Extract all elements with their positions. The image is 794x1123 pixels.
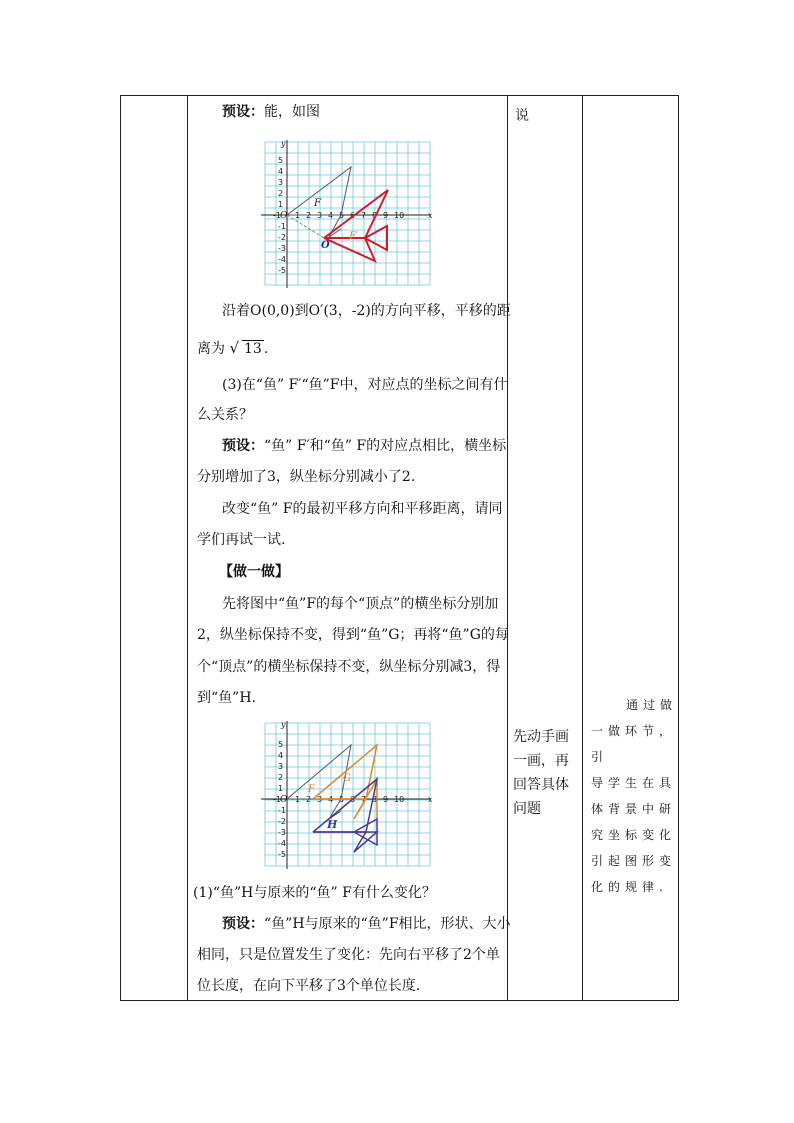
task-line-1: 先将图中“鱼”F的每个“顶点”的横坐标分别加 (222, 596, 499, 612)
y-tick-label: -1 (278, 806, 286, 815)
column-divider-2 (507, 96, 508, 1000)
figure-translation-gh (261, 719, 433, 869)
y-tick-label: -4 (278, 839, 286, 848)
x-tick-label: 7 (361, 795, 367, 804)
x-tick-label: 5 (339, 795, 345, 804)
paragraph-translation-a: 沿着O(0,0)到O′(3，-2)的方向平移，平移的距 (222, 303, 511, 319)
x-tick-label: 10 (394, 211, 405, 220)
question-3-line-2: 么关系？ (197, 407, 253, 423)
y-tick-label: 2 (278, 189, 284, 198)
y-tick-label: 1 (278, 200, 284, 209)
y-tick-label: 5 (278, 740, 284, 749)
column-divider-3 (582, 96, 583, 1000)
x-tick-label: 8 (372, 211, 378, 220)
x-tick-label: 3 (317, 795, 323, 804)
x-tick-label: 7 (361, 211, 367, 220)
distance-suffix: . (263, 341, 269, 357)
sqrt-sign: √ (229, 339, 240, 357)
paragraph-translation-b (197, 338, 268, 359)
answer-1-line-3: 位长度，在向下平移了3个单位长度. (197, 978, 421, 994)
design-intent-line: 一做环节，引 (591, 724, 677, 764)
x-tick-label: -1 (273, 795, 281, 804)
distance-prefix: 离为 (197, 341, 225, 357)
answer-1-label: 预设： (222, 916, 264, 932)
task-line-3: 个“顶点”的横坐标保持不变，纵坐标分别减3，得 (197, 659, 501, 675)
y-tick-label: -3 (278, 828, 286, 837)
x-tick-label: 1 (295, 795, 301, 804)
content-cell (189, 96, 511, 1000)
student-activity-line: 回答具体 (513, 777, 569, 793)
preset-label: 预设： (222, 104, 264, 120)
design-intent-line: 导学生在具 (591, 776, 677, 790)
label-op: O′ (321, 240, 333, 251)
x-tick-label: 9 (383, 795, 389, 804)
x-tick-label: 6 (350, 795, 356, 804)
y-tick-label: -5 (278, 266, 286, 275)
answer-3-line-1 (222, 436, 506, 456)
answer-3-label: 预设： (222, 438, 264, 454)
label-origin: O (280, 211, 288, 221)
y-tick-label: -4 (278, 255, 286, 264)
y-tick-label: 3 (278, 762, 284, 771)
x-tick-label: 10 (394, 795, 405, 804)
retry-line-2: 学们再试一试. (197, 532, 286, 548)
y-tick-label: -1 (278, 222, 286, 231)
design-intent-line: 究坐标变化 (591, 828, 677, 842)
design-intent-text (591, 692, 677, 900)
y-tick-label: 5 (278, 156, 284, 165)
student-activity-line: 先动手画 (513, 729, 569, 745)
task-line-2: 2，纵坐标保持不变，得到“鱼”G；再将“鱼”G的每 (197, 627, 509, 643)
design-intent-line: 化的规律. (591, 880, 668, 894)
fish-g-shape (313, 745, 377, 799)
design-intent-line: 引起图形变 (591, 854, 677, 868)
section-heading: 【做一做】 (219, 564, 289, 580)
y-tick-label: 4 (278, 751, 284, 760)
retry-line-1: 改变“鱼” F的最初平移方向和平移距离，请同 (222, 501, 503, 517)
student-activity-text (513, 725, 569, 821)
student-activity-line: 一画，再 (513, 753, 569, 769)
label-x-axis: x (428, 795, 433, 804)
lesson-table (120, 95, 679, 1001)
column-divider-1 (187, 96, 188, 1000)
x-tick-label: 4 (328, 211, 334, 220)
label-fp: F′ (349, 231, 359, 242)
x-tick-label: 2 (306, 795, 312, 804)
y-tick-label: 1 (278, 784, 284, 793)
y-tick-label: 2 (278, 773, 284, 782)
x-tick-label: 3 (317, 211, 323, 220)
y-tick-label: -2 (278, 233, 286, 242)
y-tick-label: -5 (278, 850, 286, 859)
y-tick-label: -3 (278, 244, 286, 253)
x-tick-label: 4 (328, 795, 334, 804)
figure-translation-fp (261, 138, 433, 288)
question-1-line: (1)“鱼”H与原来的“鱼” F有什么变化？ (193, 885, 436, 901)
x-tick-label: 6 (350, 211, 356, 220)
y-tick-label: -2 (278, 817, 286, 826)
y-tick-label: 3 (278, 178, 284, 187)
label-f: F (308, 784, 315, 795)
preset-text: 能，如图 (264, 104, 320, 120)
fish-f-shape (287, 745, 351, 799)
answer-1-text: “鱼”H与原来的“鱼”F相比，形状、大小 (264, 916, 511, 932)
x-tick-label: 9 (383, 211, 389, 220)
x-tick-label: 8 (372, 795, 378, 804)
label-y-axis: y (281, 139, 286, 148)
x-tick-label: 2 (306, 211, 312, 220)
preset-line-1 (222, 102, 320, 122)
y-tick-label: 4 (278, 167, 284, 176)
answer-3-line-2: 分别增加了3，纵坐标分别减小了2. (197, 469, 416, 485)
task-line-4: 到“鱼”H. (197, 690, 256, 706)
label-f: F (314, 198, 321, 209)
student-activity-top: 说 (515, 108, 529, 124)
label-x-axis: x (428, 211, 433, 220)
label-g: G (343, 773, 351, 784)
student-activity-line: 问题 (513, 801, 541, 817)
question-3-line-1: (3)在“鱼” F′“鱼”F中，对应点的坐标之间有什 (222, 377, 508, 393)
design-intent-line: 体背景中研 (591, 802, 677, 816)
x-tick-label: 5 (339, 211, 345, 220)
design-intent-line: 通过做 (625, 698, 677, 712)
answer-3-text: “鱼” F′和“鱼” F的对应点相比，横坐标 (264, 438, 507, 454)
x-tick-label: -1 (273, 211, 281, 220)
label-origin: O (280, 795, 288, 805)
answer-1-line-1 (222, 914, 511, 934)
label-y-axis: y (281, 720, 286, 729)
label-h: H (327, 818, 338, 831)
answer-1-line-2: 相同，只是位置发生了变化：先向右平移了2个单 (197, 947, 500, 963)
x-tick-label: 1 (295, 211, 301, 220)
sqrt-value: 13 (244, 341, 262, 357)
